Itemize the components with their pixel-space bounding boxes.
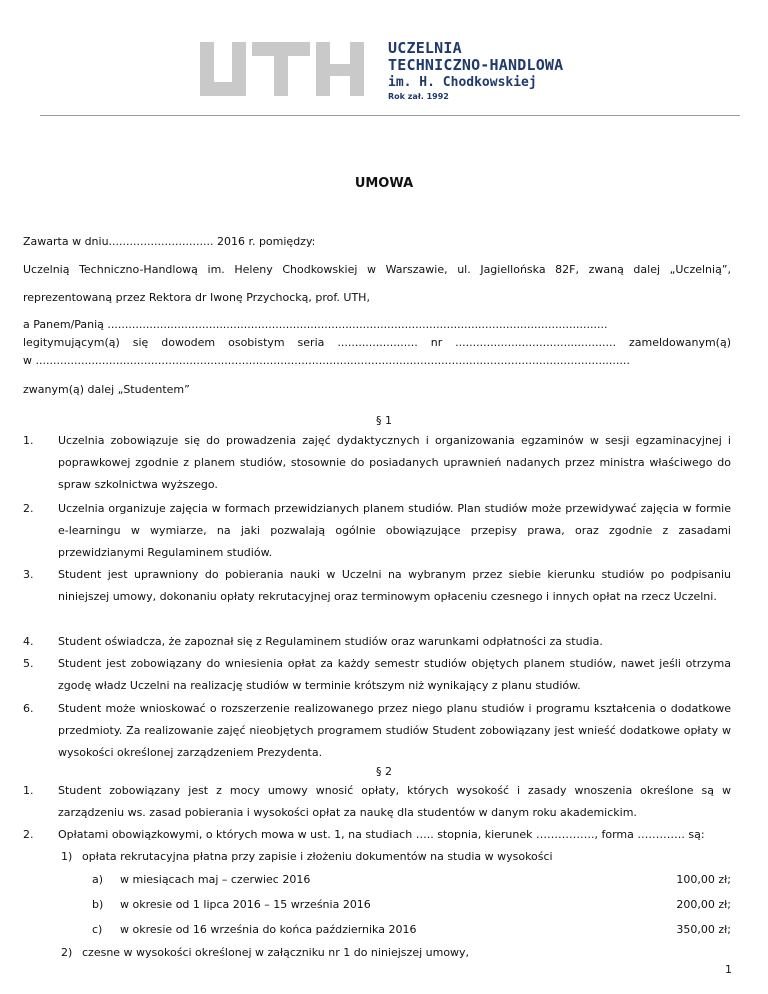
fee-b-amount: 200,00 zł; xyxy=(676,898,731,911)
intro-party-line: a Panem/Panią ............................................................................................................................................... xyxy=(23,318,608,331)
fee-a-amount: 100,00 zł; xyxy=(676,873,731,886)
section-2-item-1 xyxy=(23,780,731,824)
item-text: Student jest zobowiązany do wniesienia opłat za każdy semestr studiów objętych planem studiów, nawet jeśli otrzyma zgodę władz Uczelni na realizację studiów w terminie krótszym niż wynikający z planu studiów. xyxy=(58,657,731,692)
document-title: UMOWA xyxy=(354,176,414,191)
sub-item-2-text: czesne w wysokości określonej w załączniku nr 1 do niniejszej umowy, xyxy=(82,946,470,959)
item-number: 1. xyxy=(23,784,34,797)
university-name-line3: im. H. Chodkowskiej xyxy=(388,75,537,90)
item-number: 6. xyxy=(23,702,34,715)
sub-item-2-number: 2) xyxy=(61,946,73,959)
fee-a-text: w miesiącach maj – czerwiec 2016 xyxy=(120,873,311,886)
fee-c-text: w okresie od 16 września do końca października 2016 xyxy=(120,923,417,936)
item-text: Uczelnia organizuje zajęcia w formach przewidzianych planem studiów. Plan studiów może przewidywać zajęcia w formie e-learningu w wymiarze, na jaki pozwalają ogólnie obowiązujące przepisy prawa, oraz zgodnie z zasadami przewidzianymi Regulaminem studiów. xyxy=(58,502,731,559)
sub-item-1-text: opłata rekrutacyjna płatna przy zapisie i złożeniu dokumentów na studia w wysokości xyxy=(82,850,553,863)
item-number: 5. xyxy=(23,657,34,670)
item-number: 1. xyxy=(23,434,34,447)
intro-id-line: legitymującym(ą) się dowodem osobistym seria ....................... nr .............................................. zameldowanym(ą) xyxy=(23,336,731,349)
item-number: 2. xyxy=(23,502,34,515)
section-1-item-1 xyxy=(23,430,731,496)
item-number: 2. xyxy=(23,828,34,841)
intro-representative-line: reprezentowaną przez Rektora dr Iwonę Przychocką, prof. UTH, xyxy=(23,291,370,304)
fee-a-letter: a) xyxy=(92,873,104,886)
intro-date-line: Zawarta w dniu.............................. 2016 r. pomiędzy: xyxy=(23,235,316,248)
uth-logo-mark xyxy=(200,40,380,100)
university-name-line1: UCZELNIA xyxy=(388,39,462,57)
item-number: 4. xyxy=(23,635,34,648)
fee-c-amount: 350,00 zł; xyxy=(676,923,731,936)
intro-student-line: zwanym(ą) dalej „Studentem” xyxy=(23,383,190,396)
item-text: Student może wnioskować o rozszerzenie realizowanego przez niego planu studiów i programu kształcenia o dodatkowe przedmioty. Za realizowanie zajęć nieobjętych programem studiów Student zobowiązany jest wnieść dodatkowe opłaty w wysokości określonej zarządzeniem Prezydenta. xyxy=(58,702,731,759)
section-1-item-2 xyxy=(23,498,731,564)
university-name-line2: TECHNICZNO-HANDLOWA xyxy=(388,56,564,74)
item-text: Student zobowiązany jest z mocy umowy wnosić opłaty, których wysokość i zasady wnoszenia określone są w zarządzeniu ws. zasad pobierania i wysokości opłat za naukę dla studentów w danym roku akademickim. xyxy=(58,784,731,819)
item-text: Student oświadcza, że zapoznał się z Regulaminem studiów oraz warunkami odpłatności za studia. xyxy=(58,635,603,648)
fee-b-letter: b) xyxy=(92,898,104,911)
section-1-item-5 xyxy=(23,653,731,697)
section-2-heading: § 2 xyxy=(376,765,392,778)
item-text: Uczelnia zobowiązuje się do prowadzenia zajęć dydaktycznych i organizowania egzaminów w sesji egzaminacyjnej i poprawkowej zgodnie z planem studiów, stosownie do posiadanych uprawnień nadanych przez ministra właściwego do spraw szkolnictwa wyższego. xyxy=(58,434,731,491)
sub-item-1-number: 1) xyxy=(61,850,73,863)
section-1-heading: § 1 xyxy=(376,414,392,427)
item-text: Student jest uprawniony do pobierania nauki w Uczelni na wybranym przez siebie kierunku studiów po podpisaniu niniejszej umowy, dokonaniu opłaty rekrutacyjnej oraz terminowym opłaceniu czesnego i innych opłat na rzecz Uczelni. xyxy=(58,568,731,603)
intro-address-line: w .......................................................................................................................................................................... xyxy=(23,354,630,367)
founded-year: Rok zał. 1992 xyxy=(388,92,449,101)
section-2-item-2 xyxy=(23,824,731,846)
section-1-item-6 xyxy=(23,698,731,764)
item-text: Opłatami obowiązkowymi, o których mowa w ust. 1, na studiach ….. stopnia, kierunek ……………., forma …………. są: xyxy=(58,828,705,841)
section-1-item-3 xyxy=(23,564,731,608)
fee-b-text: w okresie od 1 lipca 2016 – 15 września 2016 xyxy=(120,898,371,911)
header-divider xyxy=(40,115,740,116)
page-number: 1 xyxy=(725,963,732,976)
university-name-block xyxy=(388,40,563,103)
university-logo xyxy=(200,40,620,100)
fee-c-letter: c) xyxy=(92,923,103,936)
section-1-item-4 xyxy=(23,631,731,653)
intro-university-line: Uczelnią Techniczno-Handlową im. Heleny Chodkowskiej w Warszawie, ul. Jagiellońska 82F, zwaną dalej „Uczelnią”, xyxy=(23,263,731,276)
item-number: 3. xyxy=(23,568,34,581)
